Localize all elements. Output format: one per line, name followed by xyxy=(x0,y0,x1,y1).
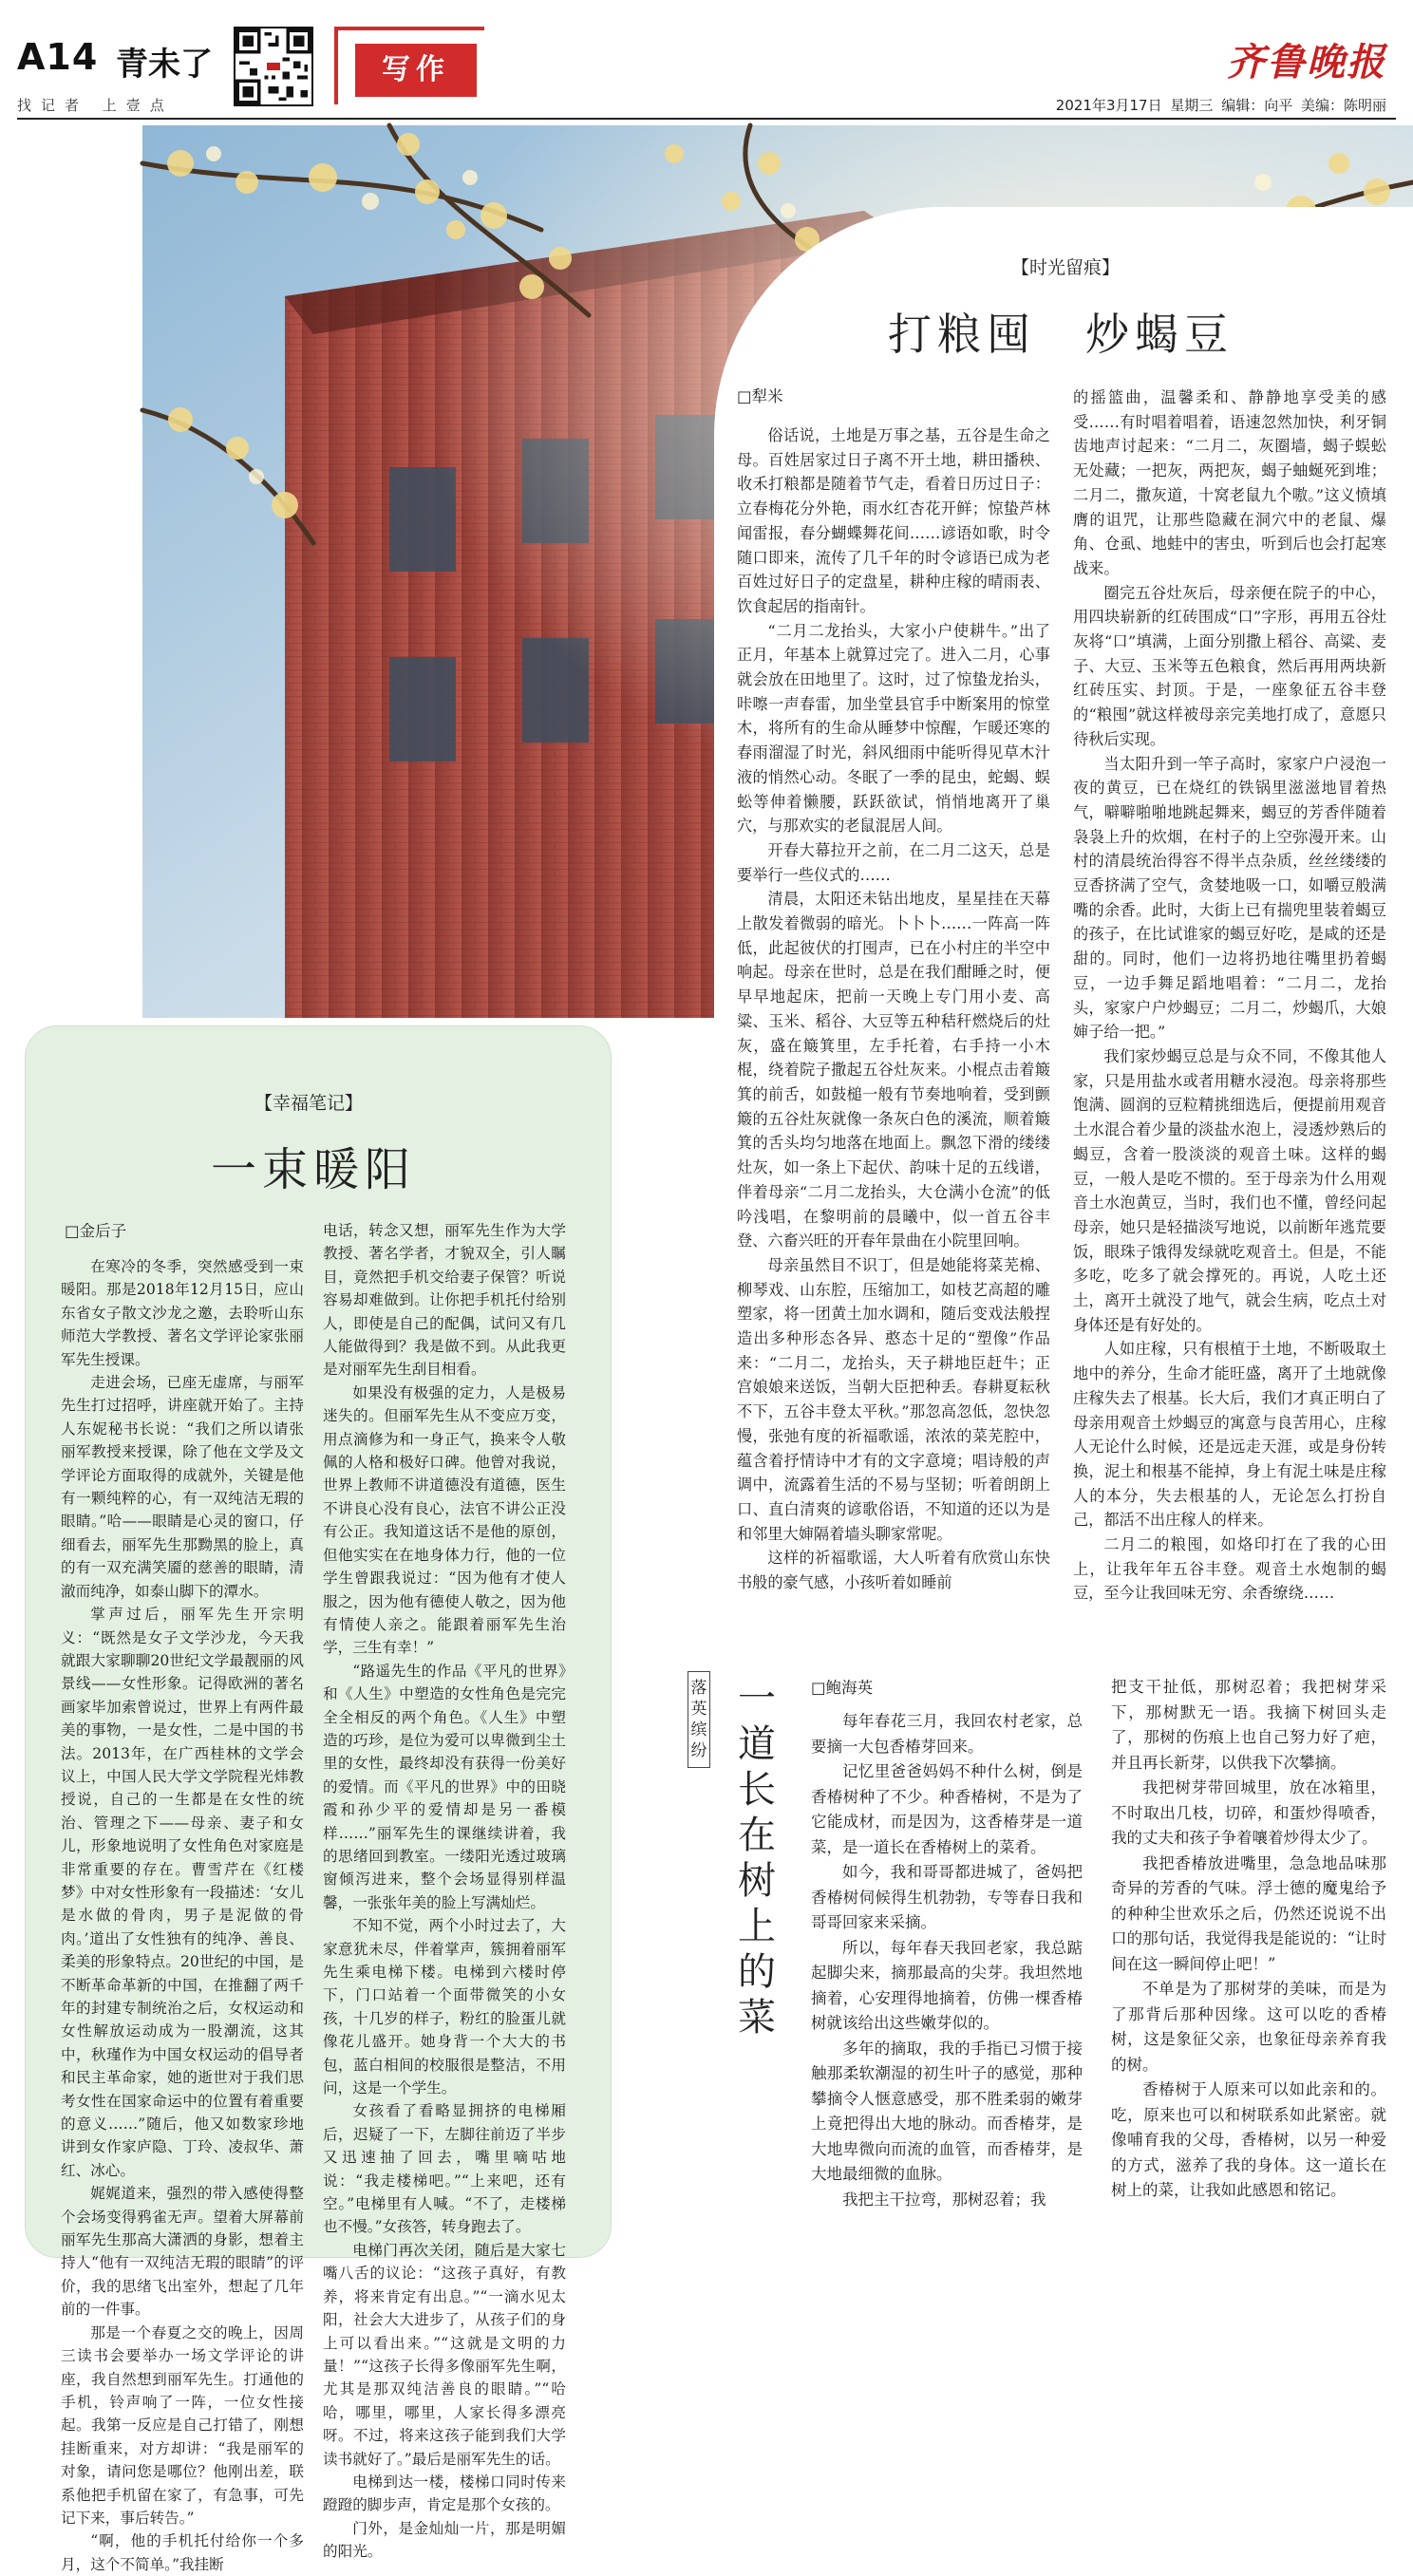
paragraph: “二月二龙抬头，大家小户使耕牛。”出了正月，年基本上就算过完了。进入二月，心事就会放在田地里了。这时，过了惊蛰龙抬头，咔嚓一声春雷，加坐堂县官手中断案用的惊堂木，将所有的生命从睡梦中惊醒，乍暖还寒的春雨溜湿了时光，斜风细雨中能听得见草木汁液的悄然心动。冬眠了一季的昆虫，蛇蝎、蜈蚣等伸着懒腰，跃跃欲试，悄悄地离开了巢穴，与那欢实的老鼠混居人间。 xyxy=(737,621,1050,836)
article-tag: 【时光留痕】 xyxy=(1011,257,1121,278)
article-column xyxy=(1111,1675,1386,2204)
paragraph: 娓娓道来，强烈的带入感使得整个会场变得鸦雀无声。望着大屏幕前丽军先生那高大潇洒的身影，想着主持人“他有一双纯洁无瑕的眼睛”的评价，我的思绪飞出室外，想起了几年前的一件事。 xyxy=(61,2185,304,2319)
issue-meta xyxy=(1056,95,1386,115)
paragraph: 人如庄稼，只有根植于土地，不断吸取土地中的养分，生命才能旺盛，离开了土地就像庄稼失去了根基。长大后，我们才真正明白了母亲用观音土炒蝎豆的寓意与良苦用心，庄稼人无论什么时候，还是远走天涯，或是身份转换，泥土和根基不能掉，身上有泥土味是庄稼人的本分，失去根基的人，无论怎么打扮自己，都活不出庄稼人的样来。 xyxy=(1073,1340,1386,1530)
qr-code-icon[interactable] xyxy=(234,27,313,106)
column-tab xyxy=(334,27,484,104)
page-number: A14 xyxy=(17,36,99,78)
paragraph: 当太阳升到一竿子高时，家家户户浸泡一夜的黄豆，已在烧红的铁锅里滋滋地冒着热气，噼噼啪啪地跳起舞来，蝎豆的芳香伴随着袅袅上升的炊烟，在村子的上空弥漫开来。山村的清晨统治得容不得半点杂质，丝丝缕缕的豆香挤满了空气，贪婪地吸一口，如嚼豆般满嘴的余香。此时，大街上已有揣兜里装着蝎豆的孩子，在比试谁家的蝎豆好吃，是咸的还是甜的。同时，他们一边将扔地往嘴里扔着蝎豆，一边手舞足蹈地唱着：“二月二，龙抬头，家家户户炒蝎豆；二月二，炒蝎爪，大娘婶子给一把。” xyxy=(1073,754,1386,1042)
section-name: 青未了 xyxy=(116,46,213,84)
article-tag: 落英缤纷 xyxy=(688,1671,710,1768)
paragraph: 我把树芽带回城里，放在冰箱里，不时取出几枝，切碎，和蛋炒得喷香，我的丈夫和孩子争着嚷着炒得太少了。 xyxy=(1111,1778,1386,1847)
paragraph: 门外，是金灿灿一片，那是明媚的阳光。 xyxy=(323,2519,566,2561)
paragraph: 走进会场，已座无虚席，与丽军先生打过招呼，讲座就开始了。主持人东妮秘书长说：“我们之所以请张丽军教授来授课，除了他在文学及文学评论方面取得的成就外，关键是他有一颗纯粹的心，有一双纯洁无瑕的眼睛。”哈——眼睛是心灵的窗口，仔细看去，丽军先生那黝黑的脸上，真的有一双充满笑靥的慈善的眼睛，清澈而纯净，如泰山脚下的潭水。 xyxy=(61,1374,304,1600)
paragraph: 我把香椿放进嘴里，急急地品味那奇异的芳香的气味。浮士德的魔鬼给予的种种尘世欢乐之后，仍然还说说不出口的那句话，我觉得我是能说的：“让时间在这一瞬间停止吧！” xyxy=(1111,1853,1386,1973)
paragraph: 所以，每年春天我回老家，我总踮起脚尖来，摘那最高的尖芽。我坦然地摘着，心安理得地摘着，仿佛一棵香椿树就该给出这些嫩芽似的。 xyxy=(811,1938,1083,2032)
issue-weekday: 星期三 xyxy=(1170,97,1214,114)
paragraph: 不单是为了那树芽的美味，而是为了那背后那种因缘。这可以吃的香椿树，这是象征父亲，也象征母亲养育我的树。 xyxy=(1111,1980,1386,2074)
column-label: 写作 xyxy=(355,44,477,97)
paragraph: 多年的摘取，我的手指已习惯于接触那柔软潮湿的初生叶子的感觉，那种攀摘令人惬意感受，那不胜柔弱的嫩芽上竟把得出大地的脉动。而香椿芽，是大地卑微向而流的血管，而香椿芽，是大地最细微的血脉。 xyxy=(811,2039,1083,2183)
paragraph: 在寒冷的冬季，突然感受到一束暖阳。那是2018年12月15日，应山东省女子散文沙龙之邀，去聆听山东师范大学教授、著名文学评论家张丽军先生授课。 xyxy=(61,1258,304,1368)
slogan: 找记者 上壹点 xyxy=(17,97,174,114)
paragraph: 如果没有极强的定力，人是极易迷失的。但丽军先生从不变应万变，用点滴修为和一身正气，换来令人敬佩的人格和极好口碑。他曾对我说，世界上教师不讲道德没有道德，医生不讲良心没有良心，法官不讲公正没有公正。我知道这话不是他的原创，但他实实在在地身体力行，他的一位学生曾跟我说过：“因为他有才使人服之，因为他有德使人敬之，因为他有情使人亲之。能跟着丽军先生治学，三生有幸！” xyxy=(323,1383,566,1657)
article-title: 一道长在树上的菜 xyxy=(738,1677,776,2040)
paragraph: 电梯到达一楼，楼梯口同时传来蹬蹬的脚步声，肯定是那个女孩的。 xyxy=(323,2473,566,2514)
paragraph: 那是一个春夏之交的晚上，因周三读书会要举办一场文学评论的讲座，我自然想到丽军先生。打通他的手机，铃声响了一阵，一位女性接起。我第一反应是自己打错了，刚想挂断重来，对方却讲：“我是丽军的对象，请问您是哪位？他刚出差，联系他把手机留在家了，有急事，可先记下来，事后转告。” xyxy=(61,2323,304,2527)
masthead xyxy=(0,0,1413,123)
paragraph: “啊，他的手机托付给你一个多月，这个不简单。”我挂断 xyxy=(61,2532,304,2573)
header-divider xyxy=(17,118,1396,120)
article-tag: 【幸福笔记】 xyxy=(254,1093,364,1114)
paragraph: “路遥先生的作品《平凡的世界》和《人生》中塑造的女性角色是完完全全相反的两个角色。《人生》中塑造的巧珍，是位为爱可以卑微到尘土里的女性，最终却没有获得一份美好的爱情。而《平凡的世界》中的田晓霞和孙少平的爱情却是另一番模样……”丽军先生的课继续讲着，我的思绪回到教室。一缕阳光透过玻璃窗倾泻进来，整个会场显得别样温馨，一张张年美的脸上写满灿烂。 xyxy=(323,1662,566,1911)
article-column xyxy=(323,1219,566,2564)
paragraph: 把支干扯低，那树忍着；我把树芽采下，那树默无一语。我摘下树回头走了，那树的伤痕上也自己努力好了疤，并且再长新芽，以供我下次攀摘。 xyxy=(1111,1678,1386,1772)
issue-designer: 美编：陈明丽 xyxy=(1300,97,1386,114)
paragraph: 香椿树于人原来可以如此亲和的。吃，原来也可以和树联系如此紧密。就像哺育我的父母，香椿树，以另一种爱的方式，滋养了我的身体。这一道长在树上的菜，让我如此感恩和铭记。 xyxy=(1111,2080,1386,2199)
issue-date: 2021年3月17日 xyxy=(1055,97,1162,114)
paragraph: 每年春花三月，我回农村老家，总要摘一大包香椿芽回来。 xyxy=(811,1712,1083,1756)
paragraph: 掌声过后，丽军先生开宗明义：“既然是女子文学沙龙，今天我就跟大家聊聊20世纪文学最靓丽的风景线——女性形象。记得欧洲的著名画家毕加索曾说过，世界上有两件最美的事物，一是女性，二是中国的书法。2013年，在广西桂林的文学会议上，中国人民大学文学院程光炜教授说，自己的一生都是在女性的统治、管理之下——母亲、妻子和女儿，形象地说明了女性角色对家庭是非常重要的存在。曹雪芹在《红楼梦》中对女性形象有一段描述：‘女儿是水做的骨肉，男子是泥做的骨肉。’道出了女性独有的纯净、善良、柔美的形象特点。20世纪的中国，是不断革命革新的中国，在推翻了两千年的封建专制统治之后，女权运动和女性解放运动成为一股潮流，这其中，秋瑾作为中国女权运动的倡导者和民主革命家，她的逝世对于我们思考女性在国家命运中的位置有着重要的意义……”随后，他又如数家珍地讲到女作家庐隐、丁玲、凌叔华、萧红、冰心。 xyxy=(61,1606,304,2179)
paragraph: 我们家炒蝎豆总是与众不同，不像其他人家，只是用盐水或者用糖水浸泡。母亲将那些饱满、圆润的豆粒精挑细选后，便提前用观音土水混合着少量的淡盐水泡上，浸透炒熟后的蝎豆，含着一股淡淡的观音土味。这样的蝎豆，一般人是吃不惯的。至于母亲为什么用观音土水泡黄豆，当时，我们也不懂，曾经问起母亲，她只是轻描淡写地说，以前断年逃荒要饭，眼珠子饿得发绿就吃观音土。但是，不能多吃，吃多了就会撑死的。再说，人吃土还土，离开土就没了地气，就会生病，吃点土对身体还是有好处的。 xyxy=(1073,1046,1386,1334)
paragraph: 电梯门再次关闭，随后是大家七嘴八舌的议论：“这孩子真好，有教养，将来肯定有出息。”“一滴水见太阳，社会大大进步了，从孩子们的身上可以看出来。”“这就是文明的力量！”“这孩子长得多像丽军先生啊，尤其是那双纯洁善良的眼睛。”“哈哈，哪里，哪里，人家长得多漂亮呀。不过，将来这孩子能到我们大学读书就好了。”最后是丽军先生的话。 xyxy=(323,2241,566,2468)
article-byline: □鲍海英 xyxy=(811,1679,874,1697)
article-byline: □金后子 xyxy=(65,1222,127,1240)
paragraph: 如今，我和哥哥都进城了，爸妈把香椿树伺候得生机勃勃，专等春日我和哥哥回家来采摘。 xyxy=(811,1863,1083,1931)
article-column xyxy=(811,1709,1083,2212)
paragraph: 清晨，太阳还未钻出地皮，星星挂在天幕上散发着微弱的暗光。卜卜卜……一阵高一阵低，此起彼伏的打囤声，已在小村庄的半空中响起。母亲在世时，总是在我们酣睡之时，便早早地起床，把前一天晚上专门用小麦、高粱、玉米、稻谷、大豆等五种秸秆燃烧后的灶灰，盛在簸箕里，左手托着，右手持一小木棍，绕着院子撒起五谷灶灰来。小棍点击着簸箕的前舌，如鼓槌一般有节奏地响着，受到颤簸的五谷灶灰就像一条灰白色的溪流，顺着簸箕的舌头均匀地落在地面上。飘忽下滑的缕缕灶灰，如一条上下起伏、韵味十足的五线谱，伴着母亲“二月二龙抬头，大仓满小仓流”的低吟浅唱，在黎明前的晨曦中，似一首五谷丰登、六畜兴旺的开春年景曲在小院里回响。 xyxy=(737,890,1050,1250)
paragraph: 母亲虽然目不识丁，但是她能将菜芜棉、柳琴戏、山东腔，压缩加工，如枝艺高超的雕塑家，将一团黄土加水调和，随后变戏法般捏造出多种形态各异、憨态十足的“塑像”作品来：“二月二，龙抬头，天子耕地臣赶牛；正宫娘娘来送饭，当朝大臣把种丢。春耕夏耘秋不下，五谷丰登太平秋。”那忽高忽低，忽快忽慢，张弛有度的祈福歌谣，浓浓的菜芜腔中，蕴含着抒情诗中才有的文字意境；唱诗般的声调中，流露着生活的不易与坚韧；听着朗朗上口、直白清爽的谚歌俗语，不知道的还以为是和邻里大婶隔着墙头聊家常呢。 xyxy=(737,1255,1050,1543)
issue-editor: 编辑：向平 xyxy=(1221,97,1293,114)
paragraph: 记忆里爸爸妈妈不种什么树，倒是香椿树种了不少。种香椿树，不是为了它能成材，而是因为，这香椿芽是一道菜，是一道长在香椿树上的菜肴。 xyxy=(811,1762,1083,1856)
article-title: 一束暖阳 xyxy=(211,1143,417,1196)
paragraph: 我把主干拉弯，那树忍着；我 xyxy=(842,2190,1046,2209)
paragraph: 电话，转念又想，丽军先生作为大学教授、著名学者，才貌双全，引人瞩目，竟然把手机交给妻子保管？听说容易却难做到。让你把手机托付给别人，即使是自己的配偶，试问又有几人能做得到？我是做不到。从此我更是对丽军先生刮目相看。 xyxy=(323,1222,566,1379)
article-column xyxy=(737,423,1050,1595)
paragraph: 俗话说，土地是万事之基，五谷是生命之母。百姓居家过日子离不开土地，耕田播秧、收禾打粮都是随着节气走，看着日历过日子：立春梅花分外艳，雨水红杏花开鲜；惊蛰芦林闻雷报，春分蝴蝶舞花间……谚语如歌，时令随口即来，流传了几千年的时令谚语已成为老百姓过好日子的定盘星，耕种庄稼的晴雨表、饮食起居的指南针。 xyxy=(737,426,1050,615)
newspaper-logo: 齐鲁晚报 xyxy=(1227,40,1386,85)
article-title: 打粮囤 炒蝎豆 xyxy=(888,309,1234,360)
paragraph: 不知不觉，两个小时过去了，大家意犹未尽，伴着掌声，簇拥着丽军先生乘电梯下楼。电梯到六楼时停下，门口站着一个面带微笑的小女孩，十几岁的样子，粉红的脸蛋儿就像花儿盛开。她身背一个大大的书包，蓝白相间的校服很是整洁，不用问，这是一个学生。 xyxy=(323,1917,566,2097)
article-byline: □犁米 xyxy=(737,387,783,405)
paragraph: 圈完五谷灶灰后，母亲便在院子的中心，用四块崭新的红砖围成“口”字形，再用五谷灶灰将“口”填满，上面分别撒上稻谷、高粱、麦子、大豆、玉米等五色粮食，然后再用两块新红砖压实、封顶。于是，一座象征五谷丰登的“粮囤”就这样被母亲完美地打成了，意愿只待秋后实现。 xyxy=(1073,583,1386,748)
article-column xyxy=(61,1255,304,2576)
article-column xyxy=(1073,385,1386,1606)
paragraph: 这样的祈福歌谣，大人听着有欣赏山东快书般的豪气感，小孩听着如睡前 xyxy=(737,1549,1050,1592)
paragraph: 开春大幕拉开之前，在二月二这天，总是要举行一些仪式的…… xyxy=(737,840,1050,884)
paragraph: 女孩看了看略显拥挤的电梯厢后，迟疑了一下，左脚往前迈了半步又迅速抽了回去，嘴里嘀咕地说：“我走楼梯吧。”“上来吧，还有空。”电梯里有人喊。“不了，走楼梯也不慢。”女孩答，转身跑去了。 xyxy=(323,2102,566,2236)
paragraph: 二月二的粮囤，如烙印打在了我的心田上，让我年年五谷丰登。观音土水炮制的蝎豆，至今让我回味无穷、余香缭绕…… xyxy=(1073,1535,1386,1603)
paragraph: 的摇篮曲，温馨柔和、静静地享受美的感受……有时唱着唱着，语速忽然加快，利牙铜齿地声讨起来：“二月二，灰圈墙，蝎子蜈蚣无处藏；一把灰，两把灰，蝎子蚰蜒死到堆；二月二，撒灰道，十窝老鼠九个嗷。”这义愤填膺的诅咒，让那些隐藏在洞穴中的老鼠、爆角、仓虱、地蛙中的害虫，听到后也会打起寒战来。 xyxy=(1073,388,1386,577)
